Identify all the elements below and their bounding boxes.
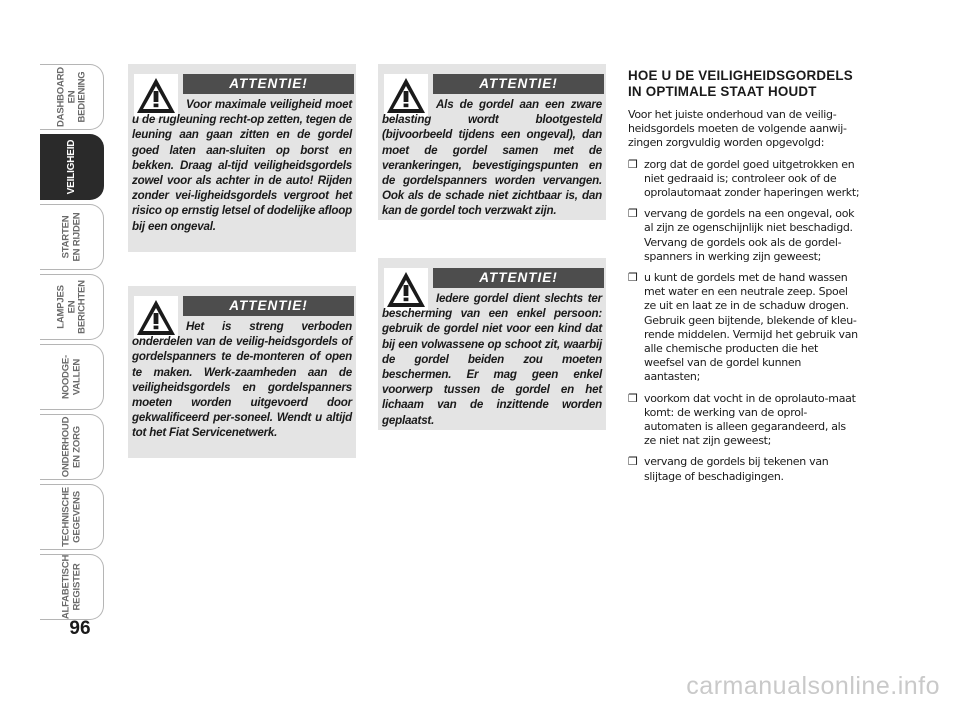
tab-onderhoud-en-zorg[interactable] [40,414,104,480]
warning-box-backrest [128,64,356,252]
warning-box-heavy-load [378,64,606,220]
tab-starten-en-rijden[interactable] [40,204,104,270]
tab-veiligheid[interactable] [40,134,104,200]
tab-label: TECHNISCHE GEGEVENS [60,487,82,547]
tab-label: NOODGE- VALLEN [60,355,82,399]
list-item [628,271,860,385]
warning-title: ATTENTIE! [433,74,604,94]
warning-box-single-person [378,258,606,430]
tab-alfabetisch-register[interactable] [40,554,104,620]
list-item-text: vervang de gordels na een ongeval, ook al zijn ze ogenschijnlijk niet beschadigd. Vervang de gordels ook als de gordel-spanners in werking zijn geweest; [644,207,855,263]
checkbox-bullet-icon: ❒ [628,455,638,469]
maintenance-section [628,68,860,491]
tab-label: VEILIGHEID [65,139,77,195]
list-item-text: voorkom dat vocht in de oprolauto-maat komt: de werking van de oprol-automaten is alleen gegarandeerd, als ze niet nat zijn geweest; [644,391,856,448]
list-item [628,158,860,201]
warning-title: ATTENTIE! [183,74,354,94]
list-item [628,392,860,449]
tab-label: ALFABETISCH REGISTER [60,554,82,620]
section-heading: HOE U DE VEILIGHEIDSGORDELS IN OPTIMALE STAAT HOUDT [628,68,853,99]
list-item-text: zorg dat de gordel goed uitgetrokken en niet gedraaid is; controleer ook of de oprolautomaat zonder haperingen werkt; [644,157,860,200]
warning-title: ATTENTIE! [183,296,354,316]
tab-technische-gegevens[interactable] [40,484,104,550]
page-number: 96 [69,618,91,639]
list-item-text: vervang de gordels bij tekenen van slijtage of beschadigingen. [644,455,829,483]
warning-title: ATTENTIE! [433,268,604,288]
checkbox-bullet-icon: ❒ [628,391,638,405]
tab-label: LAMPJES EN BERICHTEN [54,280,87,334]
warning-text: Als de gordel aan een zware belasting wordt blootgesteld (bijvoorbeeld tijdens een ongeval), dan moet de gordel samen met de verankeringen, bevestigingspunten en de gordelspanners worden vervangen. Ook als de schade niet zichtbaar is, dan kan de gordel toch verzwakt zijn. [382,98,602,218]
warning-box-dismantling [128,286,356,458]
list-item-text: u kunt de gordels met de hand wassen met water en een neutrale zeep. Spoel ze uit en laat ze in de schaduw drogen. Gebruik geen bijtende, blekende of kleu-rende middelen. Vermijd het gebruik van alle chemische producten die het weefsel van de gordel kunnen aantasten; [644,271,858,384]
checkbox-bullet-icon: ❒ [628,157,638,171]
warning-text: Het is streng verboden onderdelen van de veilig-heidsgordels of gordelspanners te de-monteren of open te maken. Werk-zaamheden aan de veiligheidsgordels en gordelspanners moeten worden uitgevoerd door gekwalificeerd per-soneel. Wendt u altijd tot het Fiat Servicenetwerk. [132,320,352,440]
list-item [628,455,860,483]
warning-text: Voor maximale veiligheid moet u de rugleuning recht-op zetten, tegen de leuning aan gaan zitten en de gordel goed laten aan-sluiten op borst en bekken. Draag al-tijd veiligheidsgordels zowel voor als achter in de auto! Rijden zonder vei-ligheidsgordels vergroot het risico op ernstig letsel of dodelijke afloop bij een ongeval. [132,98,352,233]
checkbox-bullet-icon: ❒ [628,271,638,285]
chapter-tabs [40,64,104,624]
tab-label: STARTEN EN RIJDEN [60,212,82,262]
warning-text: Iedere gordel dient slechts ter bescherming van een enkel persoon: gebruik de gordel niet voor een kind dat bij een volwassene op schoot zit, waarbij de gordel beiden zou moeten beschermen. Er mag geen enkel voorwerp tussen de gordel en het lichaam van de inzittende worden geplaatst. [382,292,602,427]
tab-noodgevallen[interactable] [40,344,104,410]
watermark: carmanualsonline.info [686,672,940,700]
tab-label: DASHBOARD EN BEDIENING [54,67,87,127]
tab-dashboard-en-bediening[interactable] [40,64,104,130]
list-item [628,207,860,264]
tab-label: ONDERHOUD EN ZORG [60,416,82,478]
tab-lampjes-en-berichten[interactable] [40,274,104,340]
checkbox-bullet-icon: ❒ [628,207,638,221]
section-intro: Voor het juiste onderhoud van de veilig-heidsgordels moeten de volgende aanwij-zingen zorgvuldig worden opgevolgd: [628,108,847,150]
